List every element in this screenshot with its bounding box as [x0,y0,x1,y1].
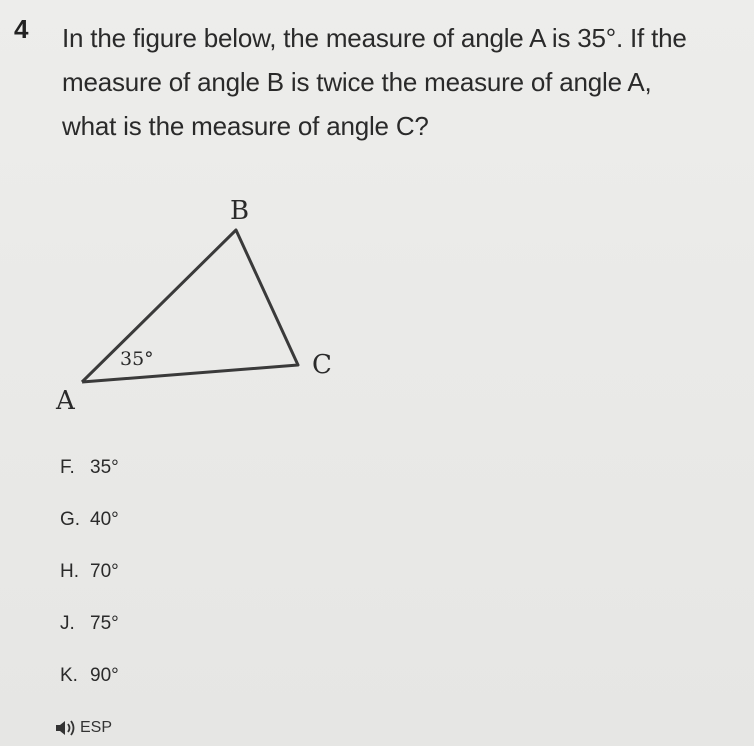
choice-value: 75° [90,613,119,634]
choice-g[interactable] [60,500,119,540]
question-line: In the figure below, the measure of angle A is 35°. If the [62,23,687,53]
choice-k[interactable] [60,656,119,696]
speaker-icon [54,718,78,738]
choice-value: 35° [90,457,119,478]
choice-value: 90° [90,665,119,686]
choice-j[interactable] [60,604,119,644]
choice-f[interactable] [60,448,119,488]
choice-letter: H. [60,561,79,582]
spanish-audio-button[interactable] [54,718,112,738]
choice-letter: K. [60,665,78,686]
answer-choices [60,448,119,708]
choice-h[interactable] [60,552,119,592]
audio-language-label: ESP [80,719,113,736]
question-line: what is the measure of angle C? [62,111,429,141]
choice-letter: J. [60,613,75,634]
vertex-c-label: C [312,350,332,380]
triangle-figure [50,192,370,422]
choice-value: 70° [90,561,119,582]
vertex-b-label: B [230,196,250,226]
choice-letter: G. [60,509,81,530]
question-text [62,16,742,148]
triangle-diagram [50,192,370,422]
choice-value: 40° [90,509,119,530]
question-line: measure of angle B is twice the measure of angle A, [62,67,652,97]
triangle-outline [82,230,298,382]
choice-letter: F. [60,457,75,478]
angle-a-measure: 35° [120,348,154,370]
vertex-a-label: A [56,386,75,416]
question-number: 4 [14,14,29,44]
